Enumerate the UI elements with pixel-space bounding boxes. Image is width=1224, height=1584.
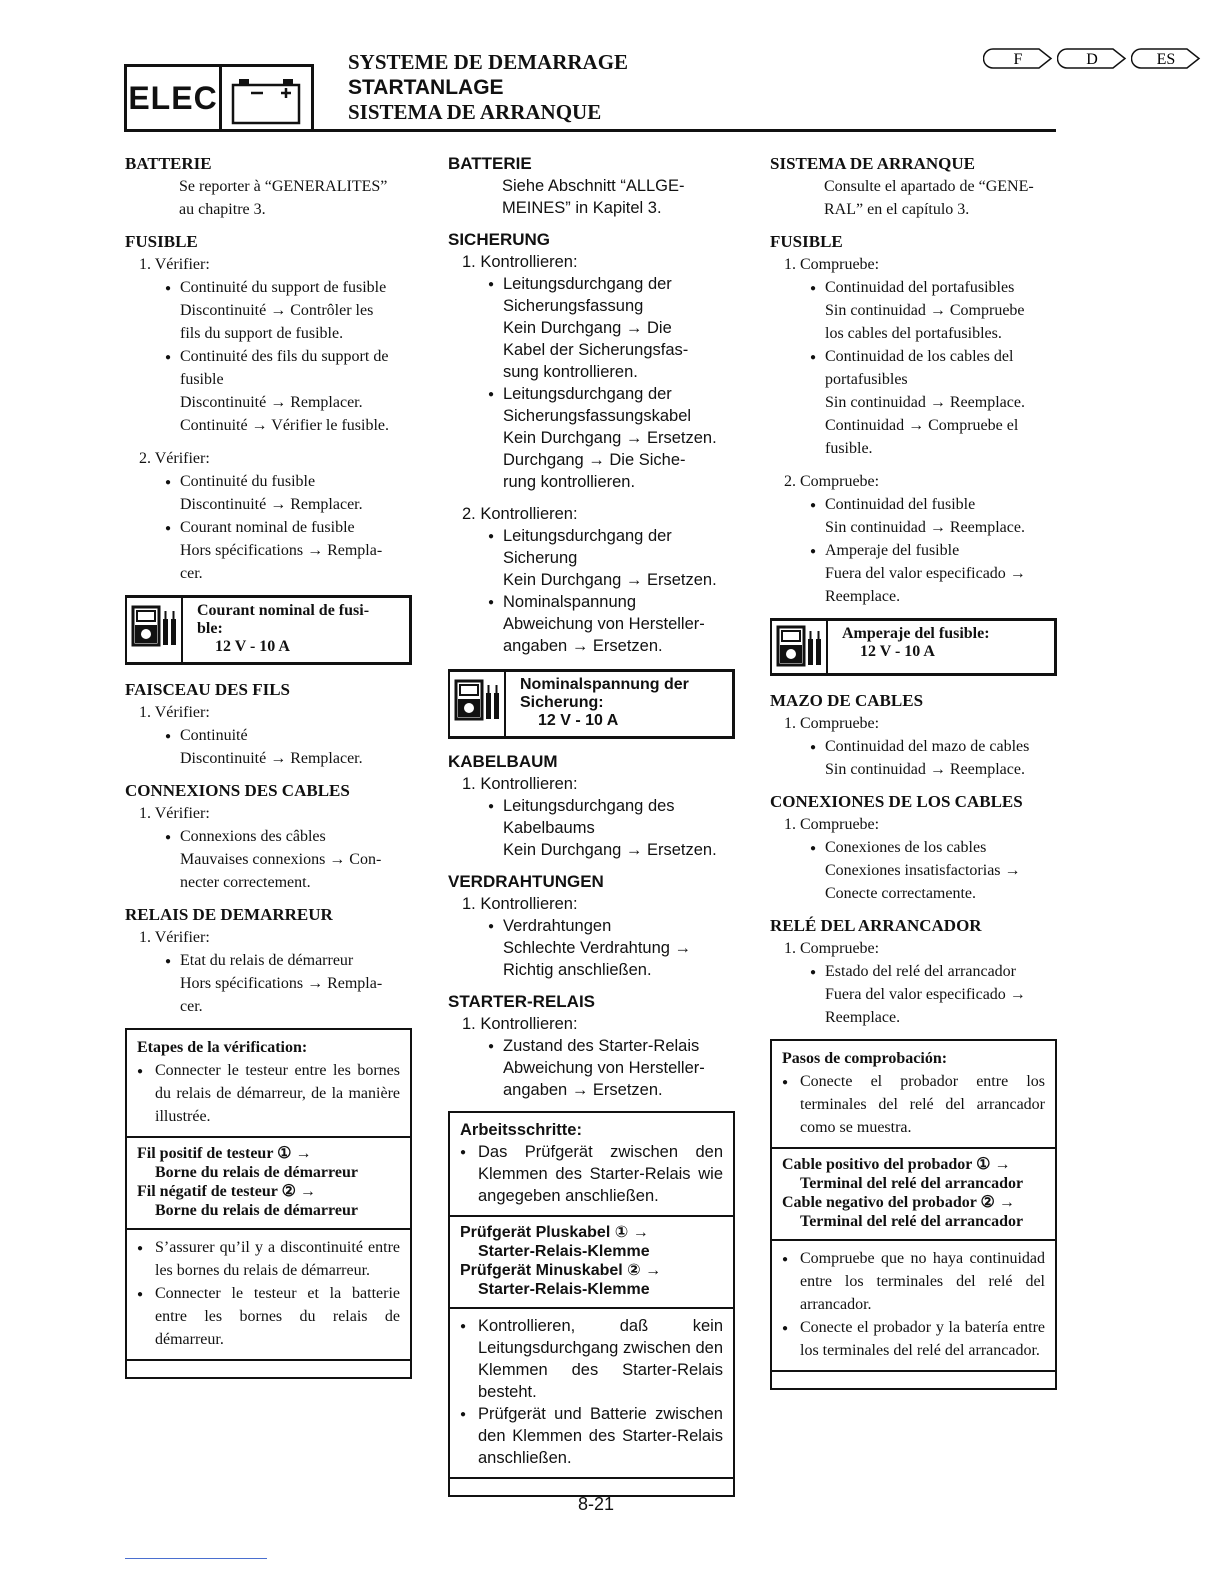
bullet-detail: angaben → Ersetzen. bbox=[503, 637, 663, 655]
bullet-detail: Mauvaises connexions → Con- bbox=[180, 851, 382, 868]
connections-heading: CONEXIONES DE LOS CABLES bbox=[770, 792, 1023, 811]
check-steps-box bbox=[448, 1111, 735, 1497]
bullet-detail: Hors spécifications → Rempla- bbox=[180, 542, 383, 559]
bullet-detail: Discontinuité → Contrôler les bbox=[180, 302, 374, 319]
bullet-detail: Schlechte Verdrahtung → bbox=[503, 939, 692, 957]
steps-bullet: ● Conecte el probador entre los terminales del relé del arrancador como se muestra. bbox=[782, 1070, 1045, 1139]
battery-heading: BATTERIE bbox=[125, 154, 212, 173]
bullet-detail: Abweichung von Hersteller- bbox=[503, 615, 705, 633]
bullet-detail: rung kontrollieren. bbox=[503, 473, 636, 491]
fuse-heading: SICHERUNG bbox=[448, 230, 551, 249]
title-german: STARTANLAGE bbox=[348, 76, 504, 99]
tester-lead: Cable negativo del probador ② → bbox=[782, 1194, 1015, 1211]
steps-bullet: ● Das Prüfgerät zwischen den Klemmen des Starter-Relais wie angegeben anschließen. bbox=[460, 1141, 723, 1207]
bullet-item: ● Leitungsdurchgang des bbox=[448, 795, 735, 817]
bullet-item: ● Continuidad de los cables del bbox=[770, 345, 1057, 368]
bullet-item: ● Zustand des Starter-Relais bbox=[448, 1035, 735, 1057]
step: 1. Compruebe: bbox=[784, 256, 880, 273]
steps-title: Pasos de comprobación: bbox=[782, 1050, 948, 1067]
tester-lead-target: Terminal del relé del arrancador bbox=[800, 1175, 1024, 1192]
section-badge bbox=[124, 64, 314, 132]
header-rule bbox=[314, 129, 1056, 132]
tester-lead-target: Starter-Relais-Klemme bbox=[478, 1243, 650, 1260]
fuse-heading: FUSIBLE bbox=[770, 232, 843, 251]
step: 1. Compruebe: bbox=[784, 940, 880, 957]
bullet-detail: sung kontrollieren. bbox=[503, 363, 638, 381]
bullet-item: ● Conexiones de los cables bbox=[770, 836, 1057, 859]
battery-text: RAL” en el capítulo 3. bbox=[824, 201, 970, 218]
check-steps-box bbox=[770, 1039, 1057, 1390]
bullet-detail: Kabel der Sicherungsfas- bbox=[503, 341, 689, 359]
step: 1. Vérifier: bbox=[139, 704, 210, 721]
step: 1. Kontrollieren: bbox=[462, 253, 578, 271]
section-titles bbox=[348, 50, 628, 125]
bullet-detail: fils du support de fusible. bbox=[180, 325, 344, 342]
bullet-item: ● Continuité du fusible bbox=[125, 470, 412, 493]
bullet-detail: Richtig anschließen. bbox=[503, 961, 652, 979]
bullet-detail: Sicherung bbox=[503, 549, 578, 567]
bullet-item: ● Continuidad del mazo de cables bbox=[770, 735, 1057, 758]
step: 1. Compruebe: bbox=[784, 715, 880, 732]
spec-label: Nominalspannung der bbox=[520, 676, 689, 693]
language-badge-es-label: ES bbox=[1156, 51, 1176, 68]
spec-label: Sicherung: bbox=[520, 694, 604, 711]
elec-label: ELEC bbox=[127, 67, 222, 129]
steps-bullet: ● Compruebe que no haya continuidad entre los terminales del relé del arrancador. bbox=[782, 1247, 1045, 1316]
bullet-detail: Kein Durchgang → Die bbox=[503, 319, 672, 337]
language-badge-d bbox=[1057, 48, 1127, 69]
bullet-detail: Continuidad → Compruebe el bbox=[825, 417, 1019, 434]
bullet-detail: Hors spécifications → Rempla- bbox=[180, 975, 383, 992]
battery-text: au chapitre 3. bbox=[179, 201, 266, 218]
language-badge-f-label: F bbox=[1013, 51, 1023, 68]
battery-text: Se reporter à “GENERALITES” bbox=[179, 178, 388, 195]
spec-value: 12 V - 10 A bbox=[860, 643, 935, 660]
multimeter-icon bbox=[131, 603, 179, 651]
bullet-detail: Sin continuidad → Reemplace. bbox=[825, 394, 1025, 411]
battery-text: MEINES” in Kapitel 3. bbox=[502, 199, 662, 217]
step: 1. Vérifier: bbox=[139, 256, 210, 273]
bullet-detail: Reemplace. bbox=[825, 1009, 901, 1026]
bullet-detail: Fuera del valor especificado → bbox=[825, 986, 1026, 1003]
bullet-detail: necter correctement. bbox=[180, 874, 311, 891]
bullet-item: ● Courant nominal de fusible bbox=[125, 516, 412, 539]
bullet-item: ● Leitungsdurchgang der bbox=[448, 273, 735, 295]
tester-lead: Cable positivo del probador ① → bbox=[782, 1156, 1011, 1173]
bullet-item: ● Estado del relé del arrancador bbox=[770, 960, 1057, 983]
bullet-detail: Discontinuité → Remplacer. bbox=[180, 496, 363, 513]
bullet-detail: Fuera del valor especificado → bbox=[825, 565, 1026, 582]
tester-lead-target: Borne du relais de démarreur bbox=[155, 1164, 358, 1181]
tester-lead-target: Borne du relais de démarreur bbox=[155, 1202, 358, 1219]
step: 2. Kontrollieren: bbox=[462, 505, 578, 523]
bullet-detail: Kein Durchgang → Ersetzen. bbox=[503, 429, 717, 447]
battery-text: Siehe Abschnitt “ALLGE- bbox=[502, 177, 685, 195]
steps-title: Arbeitsschritte: bbox=[460, 1121, 582, 1139]
bullet-item: ● Connexions des câbles bbox=[125, 825, 412, 848]
german-column bbox=[448, 143, 735, 1497]
title-french: SYSTEME DE DEMARRAGE bbox=[348, 50, 629, 74]
language-badge-es bbox=[1131, 48, 1201, 69]
bullet-detail: angaben → Ersetzen. bbox=[503, 1081, 663, 1099]
bullet-item: ● Continuidad del portafusibles bbox=[770, 276, 1057, 299]
bullet-item: ● Verdrahtungen bbox=[448, 915, 735, 937]
title-spanish: SISTEMA DE ARRANQUE bbox=[348, 100, 602, 124]
harness-heading: KABELBAUM bbox=[448, 752, 558, 771]
steps-bullet: ● Kontrollieren, daß kein Leitungsdurchgang zwischen den Klemmen des Starter-Relais besteht. bbox=[460, 1315, 723, 1403]
bullet-detail: fusible bbox=[180, 371, 224, 388]
check-steps-box bbox=[125, 1028, 412, 1379]
spec-value: 12 V - 10 A bbox=[538, 712, 619, 729]
step: 1. Kontrollieren: bbox=[462, 1015, 578, 1033]
bullet-item: ● Etat du relais de démarreur bbox=[125, 949, 412, 972]
tester-lead: Prüfgerät Minuskabel ② → bbox=[460, 1262, 662, 1279]
tester-lead-target: Terminal del relé del arrancador bbox=[800, 1213, 1024, 1230]
bullet-detail: los cables del portafusibles. bbox=[825, 325, 1002, 342]
bullet-detail: Continuité → Vérifier le fusible. bbox=[180, 417, 389, 434]
french-column bbox=[125, 143, 412, 1379]
steps-bullet: ● Conecte el probador y la batería entre los terminales del relé del arrancador. bbox=[782, 1316, 1045, 1362]
fuse-heading: FUSIBLE bbox=[125, 232, 198, 251]
spec-label: ble: bbox=[197, 620, 223, 637]
language-badge-f bbox=[983, 48, 1053, 69]
spec-label: Amperaje del fusible: bbox=[842, 625, 990, 642]
harness-heading: MAZO DE CABLES bbox=[770, 691, 924, 710]
step: 1. Kontrollieren: bbox=[462, 775, 578, 793]
bullet-detail: Durchgang → Die Siche- bbox=[503, 451, 686, 469]
bullet-detail: Sin continuidad → Reemplace. bbox=[825, 761, 1025, 778]
footer-rule bbox=[125, 1558, 267, 1559]
bullet-detail: Discontinuité → Remplacer. bbox=[180, 750, 363, 767]
tester-lead-target: Starter-Relais-Klemme bbox=[478, 1281, 650, 1298]
harness-heading: FAISCEAU DES FILS bbox=[125, 680, 291, 699]
steps-bullet: ● Connecter le testeur et la batterie entre les bornes du relais de démarreur. bbox=[137, 1282, 400, 1351]
step: 2. Compruebe: bbox=[784, 473, 880, 490]
step: 1. Compruebe: bbox=[784, 816, 880, 833]
multimeter-icon bbox=[454, 677, 502, 725]
bullet-item: ● Continuidad del fusible bbox=[770, 493, 1057, 516]
connections-heading: CONNEXIONS DES CABLES bbox=[125, 781, 350, 800]
bullet-detail: Kabelbaums bbox=[503, 819, 595, 837]
step: 1. Vérifier: bbox=[139, 805, 210, 822]
bullet-item: ● Nominalspannung bbox=[448, 591, 735, 613]
bullet-detail: Sicherungsfassungskabel bbox=[503, 407, 692, 425]
bullet-detail: Conecte correctamente. bbox=[825, 885, 977, 902]
spec-value: 12 V - 10 A bbox=[215, 638, 290, 655]
battery-text: Consulte el apartado de “GENE- bbox=[824, 178, 1034, 195]
bullet-item: ● Leitungsdurchgang der bbox=[448, 525, 735, 547]
bullet-detail: Abweichung von Hersteller- bbox=[503, 1059, 705, 1077]
bullet-item: ● Continuité bbox=[125, 724, 412, 747]
starting-system-heading: SISTEMA DE ARRANQUE bbox=[770, 154, 975, 173]
bullet-detail: Sin continuidad → Reemplace. bbox=[825, 519, 1025, 536]
bullet-item: ● Continuité des fils du support de bbox=[125, 345, 412, 368]
language-badges bbox=[983, 48, 1201, 76]
bullet-detail: portafusibles bbox=[825, 371, 908, 388]
bullet-detail: Discontinuité → Remplacer. bbox=[180, 394, 363, 411]
step: 1. Kontrollieren: bbox=[462, 895, 578, 913]
bullet-item: ● Amperaje del fusible bbox=[770, 539, 1057, 562]
spec-box bbox=[770, 618, 1057, 676]
wiring-heading: VERDRAHTUNGEN bbox=[448, 872, 604, 891]
step: 2. Vérifier: bbox=[139, 450, 210, 467]
spanish-column bbox=[770, 143, 1057, 1390]
bullet-item: ● Continuité du support de fusible bbox=[125, 276, 412, 299]
bullet-detail: Kein Durchgang → Ersetzen. bbox=[503, 571, 717, 589]
multimeter-icon bbox=[776, 623, 824, 671]
page-number: 8-21 bbox=[578, 1494, 615, 1514]
bullet-detail: Kein Durchgang → Ersetzen. bbox=[503, 841, 717, 859]
relay-heading: RELÉ DEL ARRANCADOR bbox=[770, 916, 982, 935]
spec-box bbox=[125, 595, 412, 665]
steps-bullet: ● Connecter le testeur entre les bornes du relais de démarreur, de la manière illustrée. bbox=[137, 1059, 400, 1128]
bullet-detail: fusible. bbox=[825, 440, 873, 457]
bullet-detail: cer. bbox=[180, 565, 203, 582]
bullet-detail: Sin continuidad → Compruebe bbox=[825, 302, 1025, 319]
bullet-detail: Conexiones insatisfactorias → bbox=[825, 862, 1021, 879]
bullet-detail: cer. bbox=[180, 998, 203, 1015]
battery-heading: BATTERIE bbox=[448, 154, 532, 173]
bullet-item: ● Leitungsdurchgang der bbox=[448, 383, 735, 405]
language-badge-d-label: D bbox=[1086, 51, 1098, 68]
steps-bullet: ● Prüfgerät und Batterie zwischen den Klemmen des Starter-Relais anschließen. bbox=[460, 1403, 723, 1469]
steps-bullet: ● S’assurer qu’il y a discontinuité entre les bornes du relais de démarreur. bbox=[137, 1236, 400, 1282]
bullet-detail: Reemplace. bbox=[825, 588, 901, 605]
spec-box bbox=[448, 669, 735, 739]
battery-icon bbox=[225, 71, 309, 127]
step: 1. Vérifier: bbox=[139, 929, 210, 946]
bullet-detail: Sicherungsfassung bbox=[503, 297, 644, 315]
steps-title: Etapes de la vérification: bbox=[137, 1039, 308, 1056]
tester-lead: Fil positif de testeur ① → bbox=[137, 1145, 312, 1162]
relay-heading: RELAIS DE DEMARREUR bbox=[125, 905, 333, 924]
relay-heading: STARTER-RELAIS bbox=[448, 992, 596, 1011]
tester-lead: Fil négatif de testeur ② → bbox=[137, 1183, 316, 1200]
spec-label: Courant nominal de fusi- bbox=[197, 602, 370, 619]
tester-lead: Prüfgerät Pluskabel ① → bbox=[460, 1224, 649, 1241]
